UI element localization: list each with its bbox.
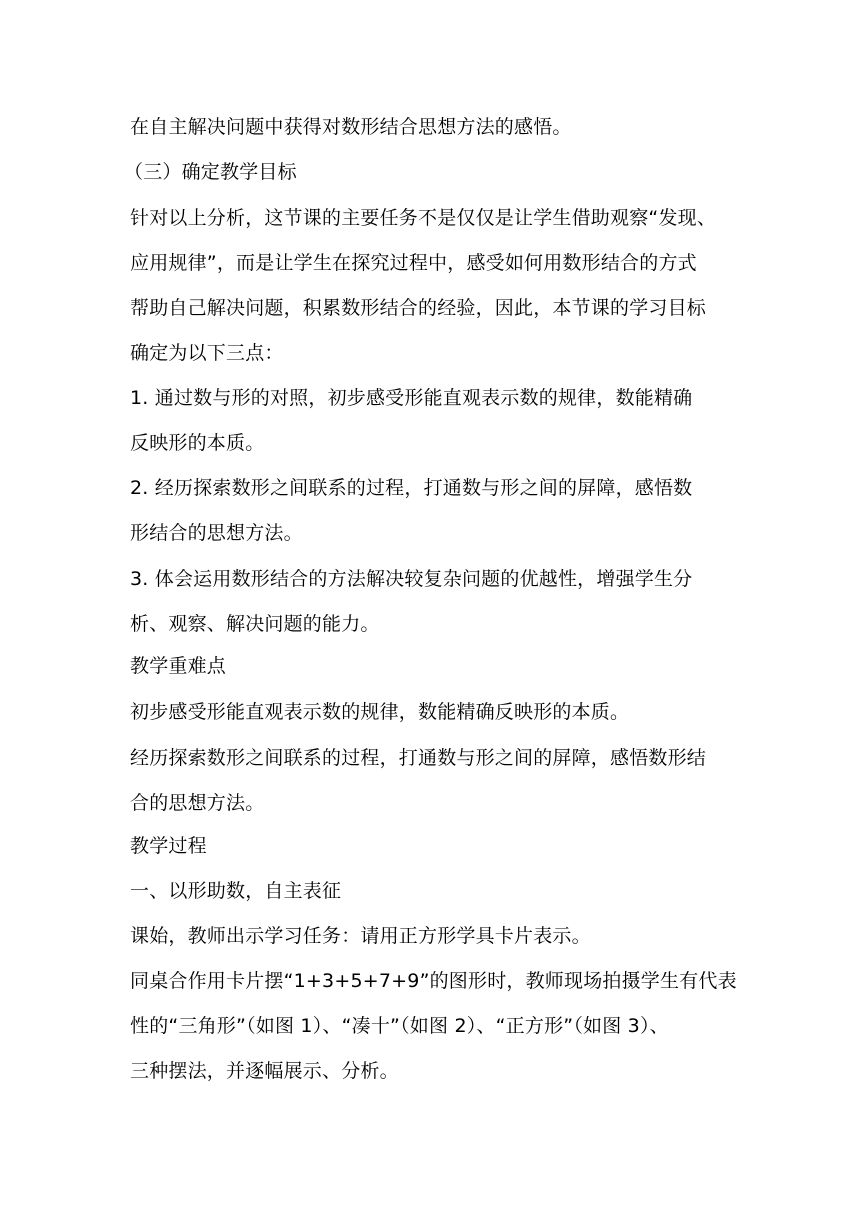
- list-item: 3. 体会运用数形结合的方法解决较复杂问题的优越性，增强学生分: [130, 568, 693, 590]
- text-line: 同桌合作用卡片摆“1+3+5+7+9”的图形时，教师现场拍摄学生有代表: [130, 970, 737, 992]
- text-line: 初步感受形能直观表示数的规律，数能精确反映形的本质。: [130, 701, 630, 723]
- text-line: 帮助自己解决问题，积累数形结合的经验，因此，本节课的学习目标: [130, 297, 707, 319]
- text-line: 合的思想方法。: [130, 792, 265, 814]
- text-line: 确定为以下三点：: [130, 342, 284, 364]
- section-heading: 一、以形助数，自主表征: [130, 880, 342, 902]
- list-item: 1. 通过数与形的对照，初步感受形能直观表示数的规律，数能精确: [130, 387, 693, 409]
- text-line: 经历探索数形之间联系的过程，打通数与形之间的屏障，感悟数形结: [130, 747, 707, 769]
- text-line: 性的“三角形”（如图 1）、“凑十”（如图 2）、“正方形”（如图 3）、: [130, 1015, 669, 1037]
- text-line: 形结合的思想方法。: [130, 522, 303, 544]
- text-line: 三种摆法，并逐幅展示、分析。: [130, 1060, 399, 1082]
- section-heading: 教学重难点: [130, 655, 227, 677]
- list-item: 2. 经历探索数形之间联系的过程，打通数与形之间的屏障，感悟数: [130, 477, 693, 499]
- text-line: 应用规律”，而是让学生在探究过程中，感受如何用数形结合的方式: [130, 252, 697, 274]
- text-line: 在自主解决问题中获得对数形结合思想方法的感悟。: [130, 116, 572, 138]
- text-line: 反映形的本质。: [130, 432, 265, 454]
- text-line: 针对以上分析，这节课的主要任务不是仅仅是让学生借助观察“发现、: [130, 207, 717, 229]
- section-heading: 教学过程: [130, 835, 207, 857]
- text-line: 析、观察、解决问题的能力。: [130, 613, 380, 635]
- text-line: 课始，教师出示学习任务：请用正方形学具卡片表示。: [130, 925, 591, 947]
- section-heading: （三）确定教学目标: [124, 161, 297, 183]
